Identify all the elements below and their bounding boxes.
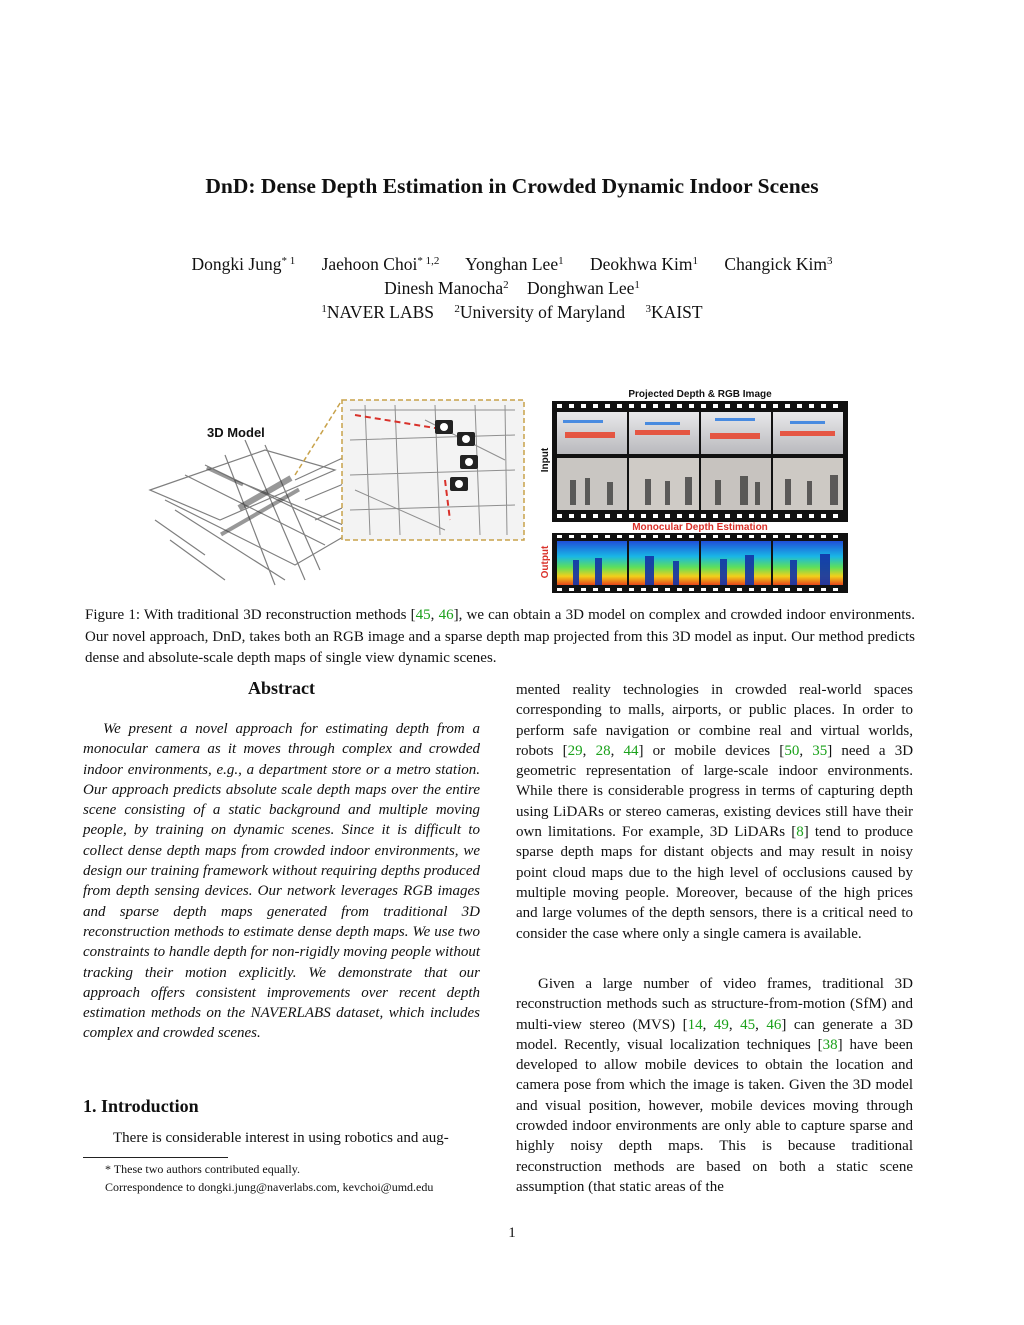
label-input: Input <box>540 447 551 473</box>
affil-name: NAVER LABS <box>326 302 435 322</box>
affil-sup: 3 <box>645 303 652 315</box>
camera-icon <box>457 432 475 446</box>
body-text: ] or mobile devices [ <box>638 742 785 759</box>
output-filmstrip <box>552 533 848 593</box>
page-number: 1 <box>508 1225 516 1241</box>
body-text: ] tend to produce sparse depth maps for distant objects and may result in noisy point cloud maps due to the high level of occlusions caused by multiple moving people. Moreover, because of the high prices and large volumes of the depth sensors, there is a critical need to consider the case where only a single camera is available. <box>516 824 913 942</box>
figure-1 <box>145 380 855 595</box>
author-name: Yonghan Lee <box>465 254 559 274</box>
author-name: Dinesh Manocha <box>384 278 504 298</box>
body-text: ] have been developed to allow mobile devices to obtain the location and camera pose from which the image is taken. Given the 3D model and visual position, however, mobile devices moving through crowded indoor environments are only able to capture sparse and highly noisy depth maps. This is because traditional reconstruction methods are based on both a static scene assumption (that static areas of the <box>516 1036 913 1195</box>
footnote-rule <box>83 1157 228 1158</box>
author-name: Jaehoon Choi <box>321 254 418 274</box>
author-line-1 <box>0 253 1024 276</box>
citation-link[interactable]: 49 <box>713 1016 729 1033</box>
citation-link[interactable]: 45 <box>415 607 431 623</box>
author-sup: 2 <box>503 279 509 291</box>
footnote-equal-contribution: * These two authors contributed equally. <box>105 1162 300 1176</box>
author-sup: 1 <box>558 255 564 267</box>
intro-paragraph-continued <box>516 680 913 944</box>
citation-link[interactable]: 50 <box>784 742 800 759</box>
author-line-2 <box>0 277 1024 300</box>
body-text: , <box>755 1016 767 1033</box>
body-text: Given a large number of video frames, traditional 3D reconstruction methods such as structure-from-motion (SfM) and multi-view stereo (MVS) [ <box>516 976 913 1033</box>
citation-link[interactable]: 46 <box>766 1016 782 1033</box>
affil-sup: 2 <box>454 303 460 315</box>
citation-link[interactable]: 38 <box>822 1036 838 1053</box>
intro-paragraph: There is considerable interest in using robotics and aug- <box>113 1130 449 1146</box>
section-heading-introduction: 1. Introduction <box>83 1096 199 1116</box>
footnote-correspondence: Correspondence to dongki.jung@naverlabs.com, kevchoi@umd.edu <box>105 1180 434 1194</box>
author-sup: * 1 <box>281 255 296 267</box>
citation-link[interactable]: 46 <box>438 607 454 623</box>
label-3d-model: 3D Model <box>207 425 265 440</box>
body-text: , <box>702 1016 714 1033</box>
body-text: mented reality technologies in crowded real-world spaces corresponding to malls, airports, or public places. In order to perform safe navigation or combine real and virtual worlds, robots [ <box>516 682 913 759</box>
label-projected-depth: Projected Depth & RGB Image <box>628 389 772 400</box>
body-text: , <box>582 742 596 759</box>
affil-name: University of Maryland <box>459 302 626 322</box>
author-sup: * 1,2 <box>417 255 440 267</box>
label-monocular: Monocular Depth Estimation <box>632 522 768 533</box>
author-sup: 3 <box>826 255 833 267</box>
citation-link[interactable]: 44 <box>623 742 639 759</box>
author-sup: 1 <box>692 255 699 267</box>
body-text: ] need a 3D geometric representation of large-scale indoor environments. While there is considerable progress in terms of capturing depth using LiDARs or stereo cameras, existing devices still have their own limitations. For example, 3D LiDARs [ <box>516 742 914 841</box>
body-text: , <box>728 1016 741 1033</box>
citation-link[interactable]: 8 <box>796 824 804 841</box>
caption-text: ], we can obtain a 3D model on complex and crowded indoor environments. Our novel approach, DnD, takes both an RGB image and a sparse depth map projected from this 3D model as input. Our method predicts dense and absolute-scale depth maps of single view dynamic scenes. <box>85 607 916 666</box>
figure-caption <box>85 605 915 670</box>
citation-link[interactable]: 35 <box>812 742 828 759</box>
paper-title: DnD: Dense Depth Estimation in Crowded Dynamic Indoor Scenes <box>205 174 819 198</box>
input-filmstrip <box>552 401 848 522</box>
author-name: Donghwan Lee <box>527 278 635 298</box>
caption-text: Figure 1: With traditional 3D reconstruction methods [ <box>85 607 416 623</box>
body-text: , <box>610 742 624 759</box>
body-text: , <box>799 742 813 759</box>
label-output: Output <box>540 545 551 579</box>
author-name: Dongki Jung <box>191 254 282 274</box>
body-text: ] can generate a 3D model. Recently, visual localization techniques [ <box>516 1016 913 1053</box>
camera-icon <box>460 455 478 469</box>
author-name: Deokhwa Kim <box>589 254 693 274</box>
author-name: Changick Kim <box>724 254 827 274</box>
citation-link[interactable]: 45 <box>740 1016 756 1033</box>
citation-link[interactable]: 14 <box>687 1016 703 1033</box>
affiliations <box>0 301 1024 324</box>
citation-link[interactable]: 28 <box>595 742 611 759</box>
caption-text: , <box>430 607 439 623</box>
citation-link[interactable]: 29 <box>567 742 583 759</box>
affil-name: KAIST <box>651 302 703 322</box>
abstract-heading: Abstract <box>248 678 315 698</box>
camera-icon <box>450 477 468 491</box>
author-sup: 1 <box>634 279 640 291</box>
abstract-text: We present a novel approach for estimating depth from a monocular camera as it moves through complex and crowded indoor environments, e.g., a department store or a metro station. Our approach predicts absolute scale depth maps over the entire scene consisting of a static background and multiple moving people, by training on dynamic scenes. Since it is difficult to collect dense depth maps from crowded indoor environments, we design our training framework without requiring depths produced from depth sensing devices. Our network leverages RGB images and sparse depth maps generated from traditional 3D reconstruction methods to estimate dense depth maps. We use two constraints to handle depth for non-rigidly moving people without tracking their motion explicitly. We demonstrate that our approach offers consistent improvements over recent depth estimation methods on the NAVERLABS dataset, which includes complex and crowded scenes. <box>83 721 480 1042</box>
intro-paragraph-2 <box>516 974 913 1197</box>
camera-icon <box>435 420 453 434</box>
affil-sup: 1 <box>321 303 327 315</box>
